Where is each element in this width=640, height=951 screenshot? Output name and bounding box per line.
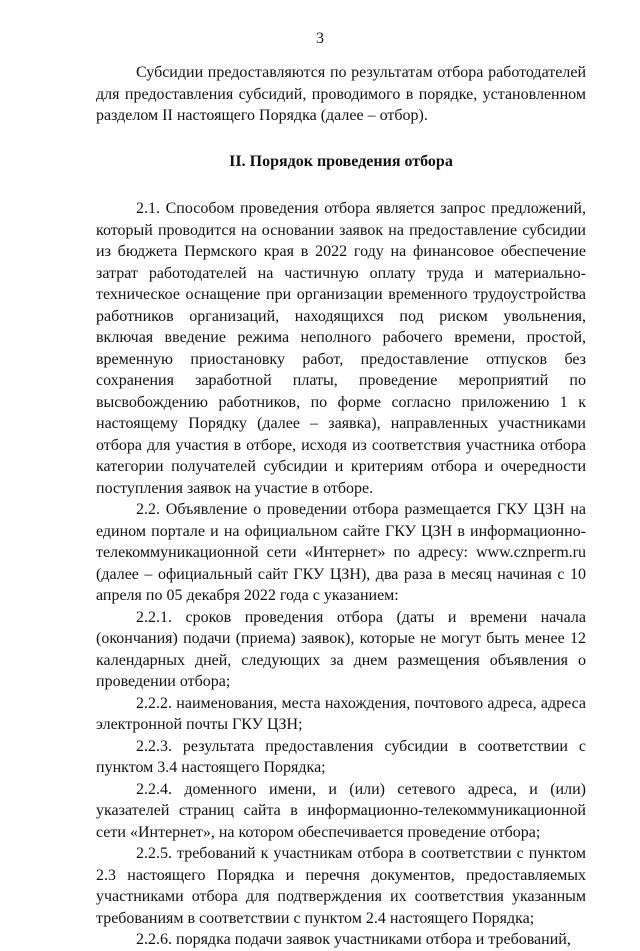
page-number: 3 [316,30,324,47]
paragraph-2-1: 2.1. Способом проведения отбора является запрос предложений, который проводится на основании заявок на предоставление субсидии из бюджета Пермского края в 2022 году на финансовое обеспечение затрат работодателей на частичную оплату труда и материально-техническое оснащение при организации временного трудоустройства работников организаций, находящихся под риском увольнения, включая введение режима неполного рабочего времени, простой, временную приостановку работ, предоставление отпусков без сохранения заработной платы, проведение мероприятий по высвобождению работников, по форме согласно приложению 1 к настоящему Порядку (далее – заявка), направленных участниками отбора для участия в отборе, исходя из соответствия участника отбора категории получателей субсидии и критериям отбора и очередности поступления заявок на участие в отборе. [96,200,586,497]
paragraph-2-2-1: 2.2.1. сроков проведения отбора (даты и времени начала (окончания) подачи (приема) заявок), которые не могут быть менее 12 календарных дней, следующих за днем размещения объявления о проведении отбора; [96,608,586,690]
section-heading: II. Порядок проведения отбора [229,152,453,170]
paragraph-2-2-4: 2.2.4. доменного имени, и (или) сетевого адреса, и (или) указателей страниц сайта в информационно-телекоммуникационной сети «Интернет», на котором обеспечивается проведение отбора; [96,780,586,841]
paragraph-2-2-2: 2.2.2. наименования, места нахождения, почтового адреса, адреса электронной почты ГКУ ЦЗН; [96,694,586,733]
paragraph-2-2-5: 2.2.5. требований к участникам отбора в соответствии с пунктом 2.3 настоящего Порядка и перечня документов, предоставляемых участниками отбора для подтверждения их соответствия указанным требованиям в соответствии с пунктом 2.4 настоящего Порядка; [96,845,586,927]
paragraph-2-2-3: 2.2.3. результата предоставления субсидии в соответствии с пунктом 3.4 настоящего Порядка; [96,737,586,776]
document-body [96,62,586,951]
paragraph-2-2: 2.2. Объявление о проведении отбора размещается ГКУ ЦЗН на едином портале и на официальном сайте ГКУ ЦЗН в информационно-телекоммуникационной сети «Интернет» по адресу: www.cznperm.ru (далее – официальный сайт ГКУ ЦЗН), два раза в месяц начиная с 10 апреля по 05 декабря 2022 года с указанием: [96,501,586,604]
paragraph-2-2-6: 2.2.6. порядка подачи заявок участниками отбора и требований, [136,931,571,948]
intro-paragraph: Субсидии предоставляются по результатам отбора работодателей для предоставления субсидий, проводимого в порядке, установленном разделом II настоящего Порядка (далее – отбор). [96,64,586,124]
